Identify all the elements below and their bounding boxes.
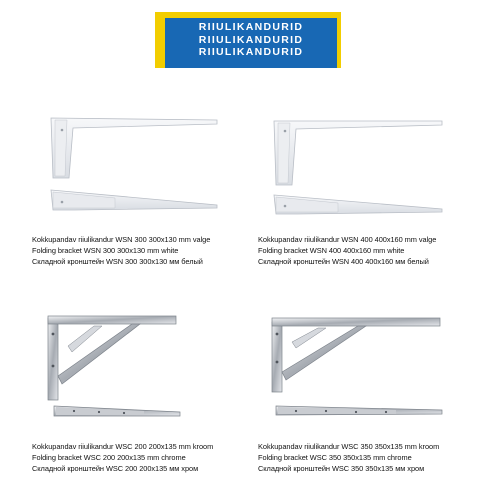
product-caption-wsc200 <box>32 441 213 474</box>
logo-line: RIIULIKANDURID <box>198 46 304 58</box>
caption-line-en: Folding bracket WSN 400 400x160 mm white <box>258 246 405 255</box>
product-caption-wsc350 <box>258 441 439 474</box>
logo-text <box>165 21 337 59</box>
caption-line-ru: Складной кронштейн WSN 300 300x130 мм белый <box>32 257 203 266</box>
caption-line-et: Kokkupandav riiulikandur WSC 350 350x135 mm kroom <box>258 442 440 451</box>
logo-line: RIIULIKANDURID <box>198 33 304 46</box>
caption-line-ru: Складной кронштейн WSC 200 200x135 мм хром <box>32 464 199 473</box>
caption-line-et: Kokkupandav riiulikandur WSN 400 400x160 mm valge <box>258 235 437 244</box>
caption-line-et: Kokkupandav riiulikandur WSN 300 300x130 mm valge <box>32 235 211 244</box>
brand-logo <box>155 12 341 68</box>
caption-line-en: Folding bracket WSN 300 300x130 mm white <box>32 246 179 255</box>
product-caption-wsn400 <box>258 234 436 267</box>
product-caption-wsn300 <box>32 234 210 267</box>
logo-line: RIIULIKANDURID <box>198 21 304 33</box>
wsc350-bracket-image <box>266 312 446 424</box>
caption-line-en: Folding bracket WSC 200 200x135 mm chrome <box>32 453 186 462</box>
wsn400-bracket-image <box>268 115 448 220</box>
caption-line-ru: Складной кронштейн WSN 400 400x160 мм белый <box>258 257 429 266</box>
caption-line-et: Kokkupandav riiulikandur WSC 200 200x135 mm kroom <box>32 442 214 451</box>
caption-line-en: Folding bracket WSC 350 350x135 mm chrome <box>258 453 412 462</box>
wsc200-bracket-image <box>44 312 184 424</box>
caption-line-ru: Складной кронштейн WSC 350 350x135 мм хром <box>258 464 425 473</box>
wsn300-bracket-image <box>45 112 225 217</box>
